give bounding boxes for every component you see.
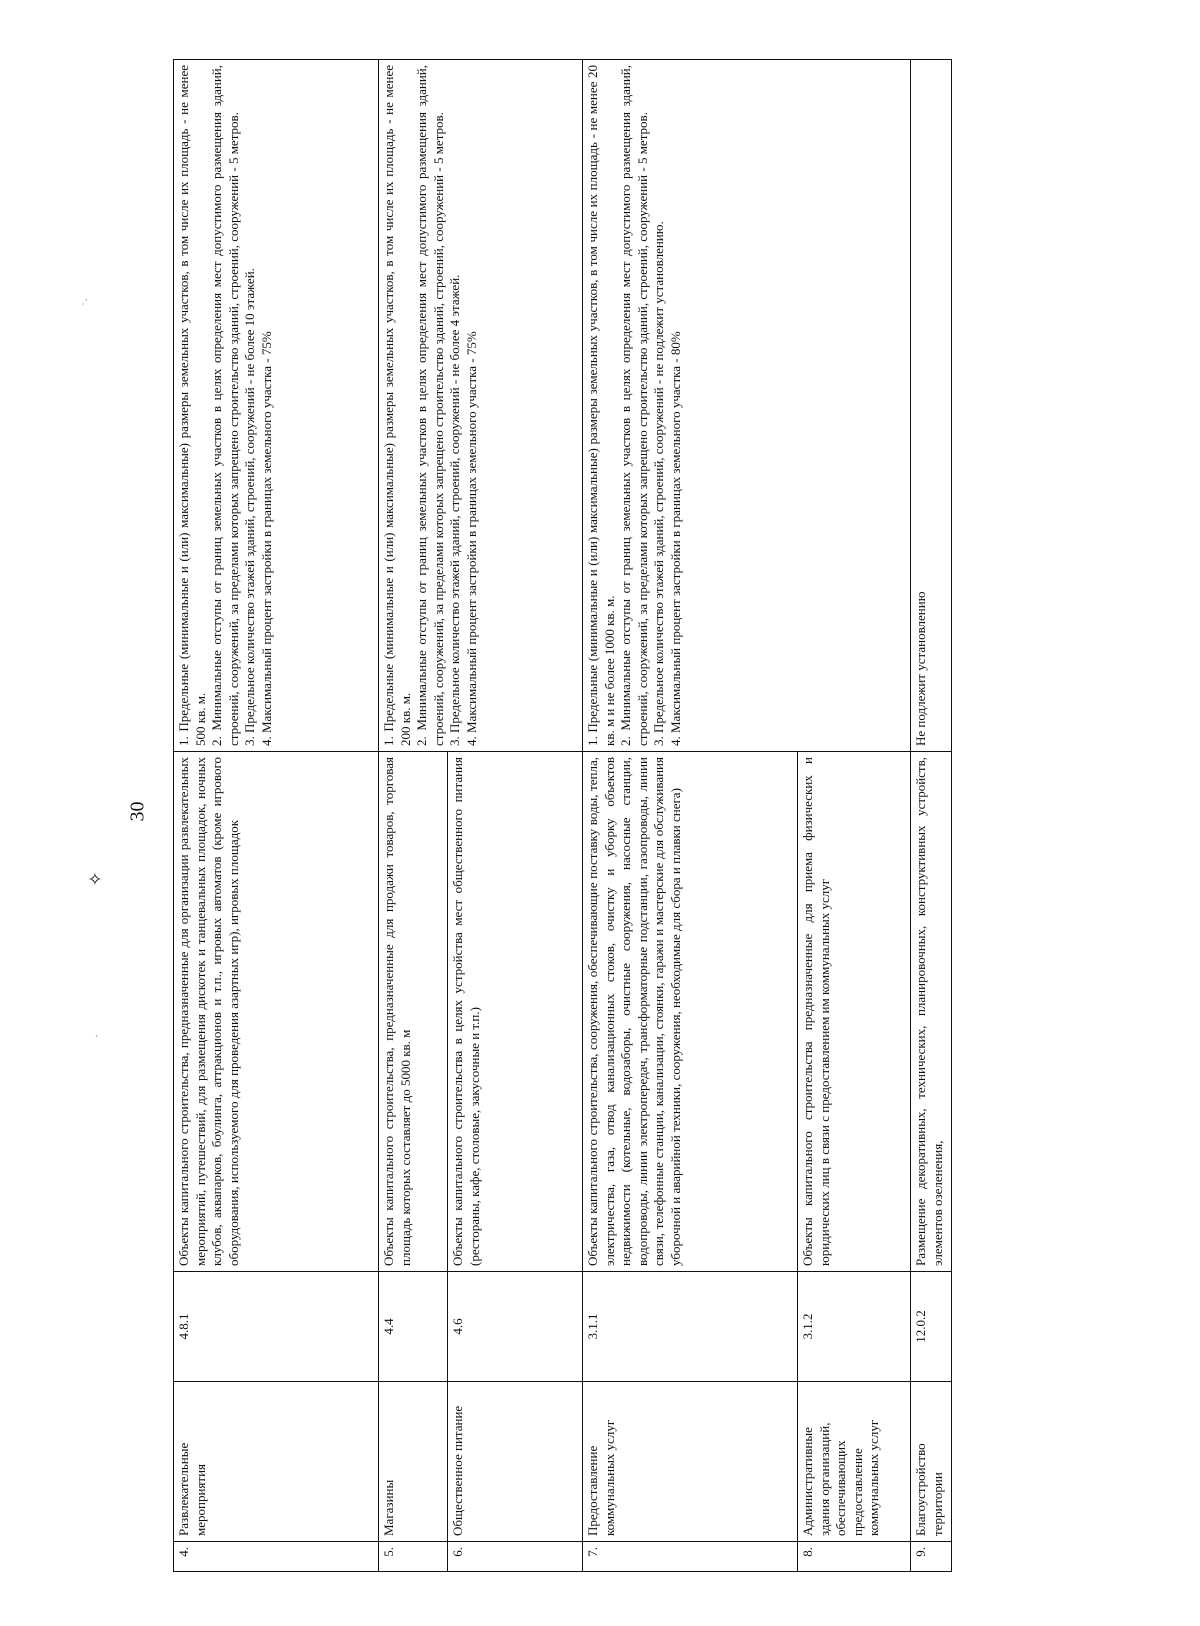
use-parameters: 1. Предельные (минимальные и (или) максимальные) размеры земельных участков, в том числе их площадь - не менее 500 кв. м. 2. Минимальные отступы от границ земельных участков в целях определения мест допустимого размещения зданий, строений, сооружений, за пределами которых запрещено строительство зданий, строений, сооружений - 5 метров. 3. Предельное количество этажей зданий, строений, сооружений - не более 10 этажей. 4. Максимальный процент застройки в границах земельного участка - 75% bbox=[174, 60, 379, 752]
use-parameters: 1. Предельные (минимальные и (или) максимальные) размеры земельных участков, в том числе их площадь - не менее 20 кв. м и не более 1000 кв. м. 2. Минимальные отступы от границ земельных участков в целях определения мест допустимого размещения зданий, строений, сооружений, за пределами которых запрещено строительство зданий, строений, сооружений - 5 метров. 3. Предельное количество этажей зданий, строений, сооружений - не подлежит установлению. 4. Максимальный процент застройки в границах земельного участка - 80% bbox=[583, 60, 911, 752]
use-description: Объекты капитального строительства, сооружения, обеспечивающие поставку воды, тепла, электричества, газа, отвод канализационных стоков, очистку и уборку объектов недвижимости (котельные, водозаборы, очистные сооружения, насосные станции, водопроводы, линии электропередач, трансформаторные подстанции, газопроводы, линии связи, телефонные станции, канализации, стоянки, гаражи и мастерские для обслуживания уборочной и аварийной техники, сооружения, необходимые для сбора и плавки снега) bbox=[583, 752, 798, 1272]
row-number: 7. bbox=[583, 1542, 798, 1572]
use-code: 4.8.1 bbox=[174, 1272, 379, 1382]
scan-mark: ∙ bbox=[95, 1029, 98, 1043]
use-name: Административные здания организаций, обеспечивающих предоставление коммунальных услуг bbox=[798, 1382, 911, 1542]
use-name: Магазины bbox=[379, 1382, 448, 1542]
use-code: 3.1.1 bbox=[583, 1272, 798, 1382]
table-row bbox=[174, 60, 379, 1572]
row-number: 6. bbox=[448, 1542, 583, 1572]
use-description: Объекты капитального строительства предназначенные для приема физических и юридических лиц в связи с предоставлением им коммунальных услуг bbox=[798, 752, 911, 1272]
use-code: 4.6 bbox=[448, 1272, 583, 1382]
row-number: 4. bbox=[174, 1542, 379, 1572]
use-code: 12.0.2 bbox=[911, 1272, 952, 1382]
use-description: Объекты капитального строительства в целях устройства мест общественного питания (рестораны, кафе, столовые, закусочные и т.п.) bbox=[448, 752, 583, 1272]
row-number: 9. bbox=[911, 1542, 952, 1572]
use-name: Благоустройство территории bbox=[911, 1382, 952, 1542]
use-parameters: 1. Предельные (минимальные и (или) максимальные) размеры земельных участков, в том числе их площадь - не менее 200 кв. м. 2. Минимальные отступы от границ земельных участков в целях определения мест допустимого размещения зданий, строений, сооружений, за пределами которых запрещено строительство зданий, строений, сооружений - 5 метров. 3. Предельное количество этажей зданий, строений, сооружений - не более 4 этажей. 4. Максимальный процент застройки в границах земельного участка - 75% bbox=[379, 60, 583, 752]
scan-mark: ˙· bbox=[79, 298, 93, 306]
table-row bbox=[911, 60, 952, 1572]
use-code: 4.4 bbox=[379, 1272, 448, 1382]
table-row bbox=[583, 60, 798, 1572]
use-description: Объекты капитального строительства, предназначенные для организации развлекательных мероприятий, путешествий, для размещения дискотек и танцевальных площадок, ночных клубов, аквапарков, боулинга, аттракционов и т.п., игровых автоматов (кроме игрового оборудования, используемого для проведения азартных игр), игровых площадок bbox=[174, 752, 379, 1272]
use-code: 3.1.2 bbox=[798, 1272, 911, 1382]
land-use-table bbox=[173, 59, 952, 1572]
use-parameters: Не подлежит установлению bbox=[911, 60, 952, 752]
use-name: Предоставление коммунальных услуг bbox=[583, 1382, 798, 1542]
row-number: 8. bbox=[798, 1542, 911, 1572]
use-name: Развлекательные мероприятия bbox=[174, 1382, 379, 1542]
rotated-table-wrapper bbox=[173, 60, 1049, 1572]
use-description: Объекты капитального строительства, предназначенные для продажи товаров, торговая площадь которых составляет до 5000 кв. м bbox=[379, 752, 448, 1272]
use-description: Размещение декоративных, технических, планировочных, конструктивных устройств, элементов озеленения, bbox=[911, 752, 952, 1272]
table-row bbox=[379, 60, 448, 1572]
scan-mark: ✧ bbox=[85, 871, 106, 887]
use-name: Общественное питание bbox=[448, 1382, 583, 1542]
row-number: 5. bbox=[379, 1542, 448, 1572]
page-number: 30 bbox=[126, 801, 149, 822]
